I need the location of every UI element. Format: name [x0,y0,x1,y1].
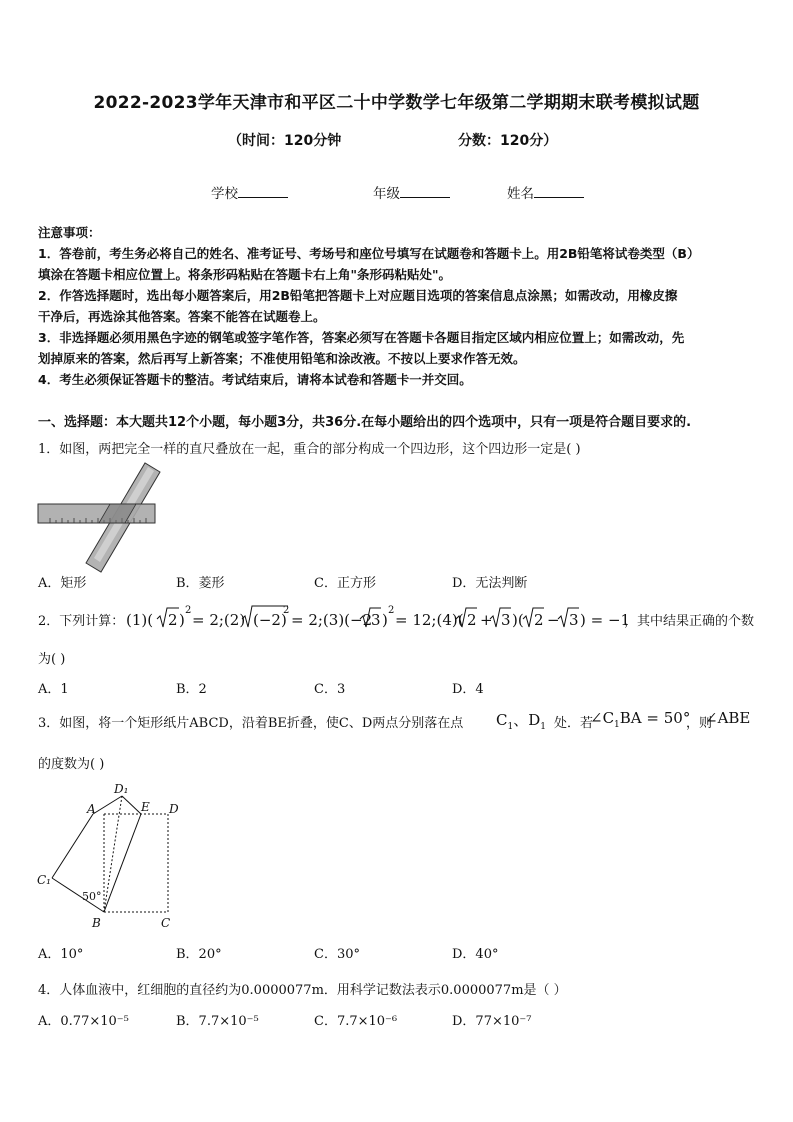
q1-option-d[interactable]: D．无法判断 [452,576,528,591]
question-1-stem: 1．如图，两把完全一样的直尺叠放在一起，重合的部分构成一个四边形，这个四边形一定是( ) [38,442,581,457]
page-title: 2022-2023学年天津市和平区二十中学数学七年级第二学期期末联考模拟试题 [93,93,700,113]
q2-formula [124,598,631,638]
q2-option-b[interactable]: B．2 [176,682,207,697]
label-c1: C₁ [37,873,51,887]
svg-text:2: 2 [388,605,395,616]
school-field[interactable] [211,182,288,202]
note-line: 4．考生必须保证答题卡的整洁。考试结束后，请将本试卷和答题卡一并交回。 [38,372,472,387]
svg-text:= 2;(3)(−2: = 2;(3)(−2 [291,611,373,629]
grade-field[interactable] [373,182,450,202]
label-d1: D₁ [114,782,129,796]
name-label: 姓名 [507,186,534,202]
q4-option-b[interactable]: B．7.7×10⁻⁵ [176,1014,259,1029]
q1-option-c[interactable]: C．正方形 [314,576,376,591]
question-2-cont: 为( ) [38,652,66,667]
q3-option-d[interactable]: D．40° [452,947,499,962]
label-b: B [92,916,101,930]
svg-text:) = −1: ) = −1 [580,611,631,629]
horizontal-ruler [38,504,155,523]
notes-heading: 注意事项： [38,225,101,240]
question-3-end: ，则 [686,716,713,731]
question-4-stem: 4．人体血液中，红细胞的直径约为0.0000077m．用科学记数法表示0.0000077m是（ ） [38,983,567,998]
note-line: 干净后，再选涂其他答案。答案不能答在试题卷上。 [38,309,326,324]
svg-text:2: 2 [534,611,544,629]
note-line: 1．答卷前，考生务必将自己的姓名、准考证号、考场号和座位号填写在试题卷和答题卡上。用2B铅笔将试卷类型（B） [38,246,700,261]
q3-angle-math: $\angle C_1BA = 50^\circ$ [590,709,691,730]
svg-text:): ) [179,611,185,629]
q2-option-d[interactable]: D．4 [452,682,484,697]
question-3-cont: 的度数为( ) [38,757,105,772]
notes-block [38,222,758,392]
question-3-stem: 3．如图，将一个矩形纸片ABCD，沿着BE折叠，使C、D两点分别落在点 [38,716,464,731]
svg-text:+: + [480,611,493,629]
note-line: 划掉原来的答案，然后再写上新答案；不准使用铅笔和涂改液。不按以上要求作答无效。 [38,351,526,366]
svg-text:−: − [547,611,560,629]
label-d: D [169,802,179,816]
svg-text:2: 2 [467,611,477,629]
q3-option-b[interactable]: B．20° [176,947,222,962]
svg-text:3: 3 [501,611,511,629]
q3-points-math: $C_1$、$D_1$ [496,711,546,732]
svg-text:2: 2 [168,611,178,629]
exam-time: （时间：120分钟 [228,133,342,149]
q3-option-a[interactable]: A．10° [38,947,84,962]
label-c: C [161,916,171,930]
q2-option-c[interactable]: C．3 [314,682,346,697]
svg-text:): ) [382,611,388,629]
note-line: 2．作答选择题时，选出每小题答案后，用2B铅笔把答题卡上对应题目选项的答案信息点涂黑；如需改动，用橡皮擦 [38,288,678,303]
name-field[interactable] [507,182,584,202]
svg-text:= 12;(4)(: = 12;(4)( [395,611,464,629]
exam-score: 分数：120分） [458,133,558,149]
svg-text:)(: )( [512,611,524,629]
q3-option-c[interactable]: C．30° [314,947,360,962]
label-a: A [87,802,96,816]
note-line: 填涂在答题卡相应位置上。将条形码粘贴在答题卡右上角"条形码粘贴处"。 [38,267,452,282]
svg-text:2: 2 [283,605,290,616]
svg-text:(−2): (−2) [253,611,287,629]
q4-option-c[interactable]: C．7.7×10⁻⁶ [314,1014,398,1029]
svg-text:2: 2 [185,605,192,616]
school-label: 学校 [211,186,238,202]
q2-option-a[interactable]: A．1 [38,682,69,697]
question-3-mid: 处．若 [554,716,594,731]
section-heading: 一、选择题：本大题共12个小题，每小题3分，共36分.在每小题给出的四个选项中，只有一项是符合题目要求的. [38,415,692,430]
q3-target-angle: ∠ABE [705,709,751,727]
grade-label: 年级 [373,186,400,202]
folding-figure [34,780,194,932]
svg-text:= 2;(2): = 2;(2) [192,611,246,629]
q4-option-d[interactable]: D．77×10⁻⁷ [452,1014,532,1029]
question-2-prefix: 2．下列计算： [38,614,125,629]
label-50deg: 50° [82,890,102,903]
svg-text:3: 3 [569,611,579,629]
svg-text:(1)(: (1)( [126,611,154,629]
svg-text:3: 3 [371,611,381,629]
q4-option-a[interactable]: A．0.77×10⁻⁵ [38,1014,129,1029]
rulers-figure [36,460,160,566]
q1-option-a[interactable]: A．矩形 [38,576,87,591]
note-line: 3．非选择题必须用黑色字迹的钢笔或签字笔作答，答案必须写在答题卡各题目指定区域内相应位置上；如需改动，先 [38,330,685,345]
question-2-suffix: ，其中结果正确的个数 [624,614,755,629]
label-e: E [141,800,150,814]
q1-option-b[interactable]: B．菱形 [176,576,225,591]
